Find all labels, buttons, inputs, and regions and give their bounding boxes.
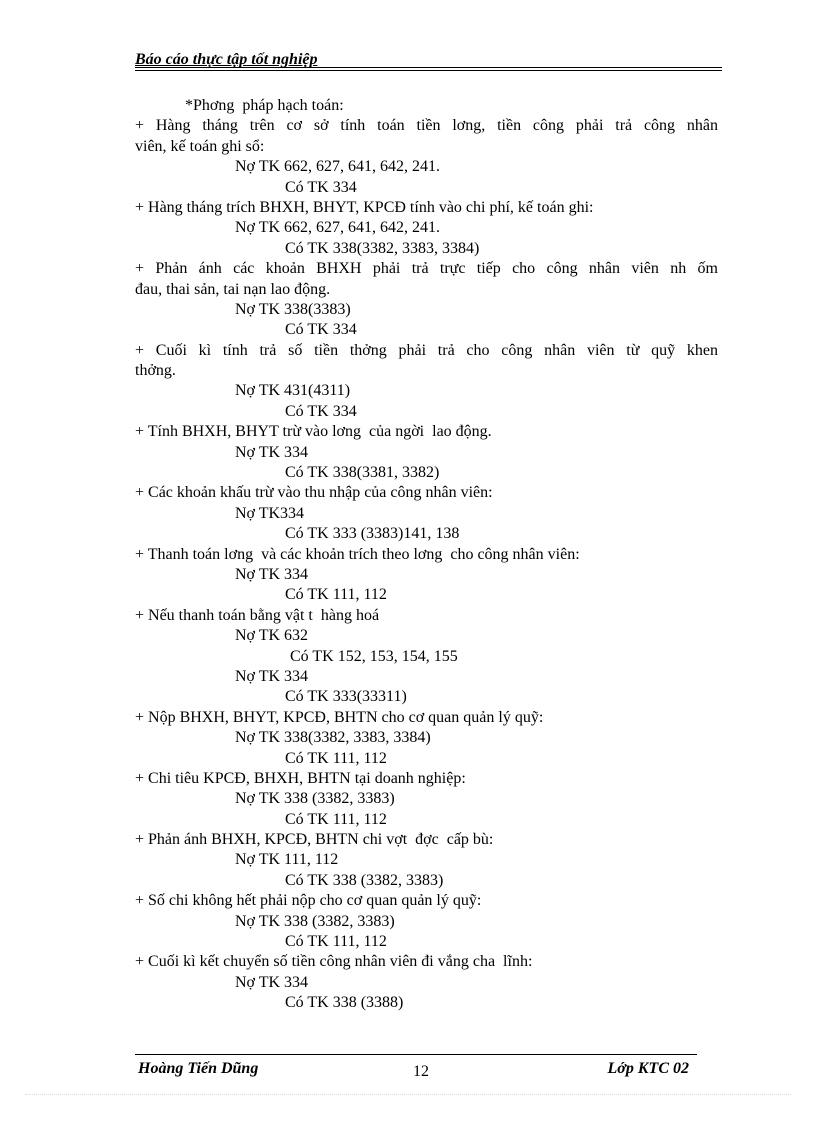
header-rule (135, 67, 722, 68)
document-body (135, 96, 718, 1014)
paragraph-line: + Phản ánh BHXH, KPCĐ, BHTN chi vợt đợc cấp bù: (135, 831, 494, 849)
credit-entry: Có TK 334 (285, 178, 357, 196)
paragraph-line: + Nộp BHXH, BHYT, KPCĐ, BHTN cho cơ quan quản lý quỹ: (135, 708, 544, 726)
page-footer (135, 1060, 697, 1082)
paragraph-line: thởng. (135, 362, 176, 380)
debit-entry: Nợ TK 431(4311) (235, 382, 351, 400)
debit-entry: Nợ TK334 (235, 504, 305, 522)
paragraph-line: + Phản ánh các khoản BHXH phải trả trực tiếp cho công nhân viên nh ốm (135, 260, 718, 278)
author-name: Hoàng Tiến Dũng (138, 1060, 259, 1077)
debit-entry: Nợ TK 338(3382, 3383, 3384) (235, 729, 431, 747)
credit-entry: Có TK 338 (3388) (285, 994, 404, 1012)
paragraph-line: + Thanh toán lơng và các khoản trích theo lơng cho công nhân viên: (135, 545, 580, 563)
paragraph-line: + Tính BHXH, BHYT trừ vào lơng của ngời lao động. (135, 423, 492, 441)
paragraph-line: + Cuối kì tính trả số tiền thởng phải trả cho công nhân viên từ quỹ khen (135, 341, 718, 359)
credit-entry: Có TK 111, 112 (285, 586, 387, 604)
debit-entry: Nợ TK 334 (235, 667, 309, 685)
credit-entry: Có TK 111, 112 (285, 933, 387, 951)
credit-entry: Có TK 338 (3382, 3383) (285, 871, 444, 889)
credit-entry: Có TK 152, 153, 154, 155 (290, 647, 458, 665)
debit-entry: Nợ TK 334 (235, 443, 309, 461)
paragraph-line: + Hàng tháng trên cơ sở tính toán tiền lơng, tiền công phải trả công nhân (135, 117, 718, 135)
paragraph-line: + Cuối kì kết chuyển số tiền công nhân viên đi vắng cha lĩnh: (135, 953, 533, 971)
credit-entry: Có TK 333 (3383)141, 138 (285, 525, 460, 543)
page-header (135, 50, 722, 70)
debit-entry: Nợ TK 338 (3382, 3383) (235, 790, 395, 808)
footer-rule (135, 1054, 697, 1055)
debit-entry: Nợ TK 662, 627, 641, 642, 241. (235, 158, 441, 176)
paragraph-line: viên, kế toán ghi sổ: (135, 137, 265, 155)
page-bottom-border (25, 1094, 791, 1095)
credit-entry: Có TK 111, 112 (285, 810, 387, 828)
paragraph-line: + Các khoản khấu trừ vào thu nhập của công nhân viên: (135, 484, 493, 502)
paragraph-line: đau, thai sản, tai nạn lao động. (135, 280, 331, 298)
paragraph-line: + Số chi không hết phải nộp cho cơ quan quản lý quỹ: (135, 892, 482, 910)
debit-entry: Nợ TK 632 (235, 627, 309, 645)
report-title: Báo cáo thực tập tốt nghiệp (135, 51, 318, 68)
paragraph-line: + Nếu thanh toán bằng vật t hàng hoá (135, 606, 380, 624)
credit-entry: Có TK 111, 112 (285, 749, 387, 767)
credit-entry: Có TK 334 (285, 402, 357, 420)
paragraph-line: + Hàng tháng trích BHXH, BHYT, KPCĐ tính vào chi phí, kế toán ghi: (135, 198, 594, 216)
credit-entry: Có TK 338(3382, 3383, 3384) (285, 239, 480, 257)
credit-entry: Có TK 334 (285, 321, 357, 339)
class-label: Lớp KTC 02 (607, 1060, 689, 1077)
section-heading: *Phơng pháp hạch toán: (185, 97, 344, 114)
header-rule-secondary (135, 70, 722, 71)
credit-entry: Có TK 333(33311) (285, 688, 407, 706)
page-number: 12 (413, 1063, 429, 1080)
debit-entry: Nợ TK 338(3383) (235, 300, 351, 318)
debit-entry: Nợ TK 111, 112 (235, 851, 339, 869)
debit-entry: Nợ TK 334 (235, 565, 309, 583)
paragraph-line: + Chi tiêu KPCĐ, BHXH, BHTN tại doanh nghiệp: (135, 769, 466, 787)
debit-entry: Nợ TK 662, 627, 641, 642, 241. (235, 219, 441, 237)
debit-entry: Nợ TK 338 (3382, 3383) (235, 912, 395, 930)
debit-entry: Nợ TK 334 (235, 973, 309, 991)
credit-entry: Có TK 338(3381, 3382) (285, 464, 440, 482)
